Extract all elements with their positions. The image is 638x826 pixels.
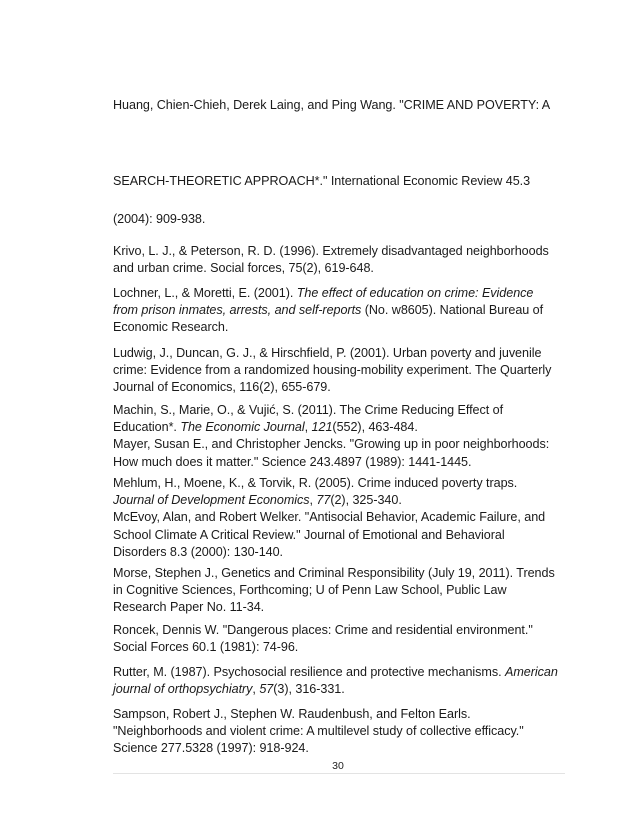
reference-line: Sampson, Robert J., Stephen W. Raudenbush, and Felton Earls. [113, 707, 471, 721]
reference-line: McEvoy, Alan, and Robert Welker. "Antisocial Behavior, Academic Failure, and [113, 510, 546, 525]
reference-line [113, 419, 568, 436]
reference-line: (2004): 909-938. [113, 212, 206, 226]
reference-huang-part1 [113, 97, 568, 114]
reference-line: Science 277.5328 (1997): 918-924. [113, 741, 309, 756]
reference-volume-italic: 77 [316, 493, 331, 508]
reference-line: crime: Evidence from a randomized housing-mobility experiment. The Quarterly [113, 363, 552, 378]
reference-line: Mayer, Susan E., and Christopher Jencks. "Growing up in poor neighborhoods: [113, 437, 550, 452]
reference-line: Roncek, Dennis W. "Dangerous places: Crime and residential environment." [113, 623, 533, 637]
reference-line: Huang, Chien-Chieh, Derek Laing, and Ping Wang. "CRIME AND POVERTY: A [113, 98, 551, 112]
reference-line [113, 664, 568, 681]
reference-volume-italic: 57 [259, 682, 274, 697]
reference-line: SEARCH-THEORETIC APPROACH*." International Economic Review 45.3 [113, 174, 531, 188]
reference-text: (No. w8605). National Bureau of [361, 303, 544, 318]
reference-text: Rutter, M. (1987). Psychosocial resilience and protective mechanisms. [113, 665, 505, 679]
reference-line: Disorders 8.3 (2000): 130-140. [113, 544, 284, 559]
reference-morse [113, 565, 568, 617]
reference-line: Social Forces 60.1 (1981): 74-96. [113, 640, 299, 655]
reference-machin-mayer [113, 402, 568, 471]
reference-text: (2), 325-340. [330, 493, 402, 508]
footer-divider [113, 773, 565, 774]
reference-line: Journal of Economics, 116(2), 655-679. [113, 380, 331, 395]
reference-mehlum-mcevoy [113, 475, 568, 561]
reference-line: Mehlum, H., Moene, K., & Torvik, R. (2005). Crime induced poverty traps. [113, 476, 518, 490]
reference-text: , [252, 682, 260, 697]
reference-title-italic: The effect of education on crime: Evidence [296, 286, 534, 300]
reference-text: , [309, 493, 317, 508]
reference-line: Ludwig, J., Duncan, G. J., & Hirschfield, P. (2001). Urban poverty and juvenile [113, 346, 542, 360]
reference-journal-italic: The Economic Journal [180, 420, 305, 435]
reference-volume-italic: 121 [311, 420, 333, 435]
reference-text: Education*. [113, 420, 181, 435]
reference-huang-part2 [113, 173, 568, 190]
reference-line [113, 285, 568, 302]
reference-journal-italic: journal of orthopsychiatry [113, 682, 253, 697]
reference-line: How much does it matter." Science 243.4897 (1989): 1441-1445. [113, 454, 472, 469]
reference-line: Research Paper No. 11-34. [113, 600, 265, 615]
reference-text: Lochner, L., & Moretti, E. (2001). [113, 286, 297, 300]
reference-line: School Climate A Critical Review." Journal of Emotional and Behavioral [113, 527, 505, 542]
reference-journal-italic: American [504, 665, 558, 679]
reference-journal-italic: Journal of Development Economics [113, 493, 310, 508]
reference-line: and urban crime. Social forces, 75(2), 619-648. [113, 261, 374, 276]
reference-line [113, 302, 568, 319]
reference-line: in Cognitive Sciences, Forthcoming; U of Penn Law School, Public Law [113, 583, 507, 598]
reference-line [113, 492, 568, 509]
reference-line: Krivo, L. J., & Peterson, R. D. (1996). Extremely disadvantaged neighborhoods [113, 244, 549, 258]
reference-text: (552), 463-484. [332, 420, 418, 435]
page-number: 30 [332, 760, 344, 772]
reference-krivo [113, 243, 568, 277]
reference-line: Morse, Stephen J., Genetics and Criminal Responsibility (July 19, 2011). Trends [113, 566, 555, 580]
reference-line [113, 681, 568, 698]
reference-rutter [113, 664, 568, 698]
reference-ludwig [113, 345, 568, 397]
reference-lochner [113, 285, 568, 337]
reference-roncek [113, 622, 568, 656]
reference-line: "Neighborhoods and violent crime: A multilevel study of collective efficacy." [113, 724, 524, 739]
reference-line: Economic Research. [113, 320, 229, 335]
reference-title-italic: from prison inmates, arrests, and self-reports [113, 303, 362, 318]
reference-text: (3), 316-331. [273, 682, 345, 697]
reference-huang-part3 [113, 211, 568, 228]
reference-sampson [113, 706, 568, 758]
reference-text: , [304, 420, 312, 435]
reference-line: Machin, S., Marie, O., & Vujić, S. (2011). The Crime Reducing Effect of [113, 403, 504, 417]
